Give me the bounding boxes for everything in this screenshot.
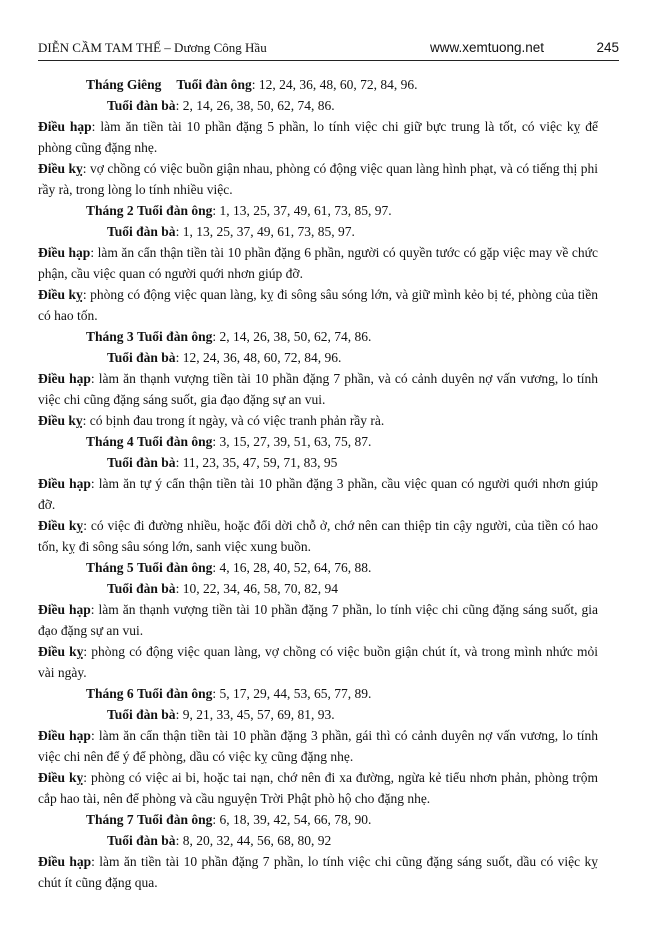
page-body (38, 74, 598, 893)
good-paragraph (38, 368, 598, 410)
month-women-line (38, 95, 598, 116)
men-years: : 6, 18, 39, 42, 54, 66, 78, 90. (212, 812, 372, 827)
women-label: Tuổi đàn bà (107, 98, 176, 113)
bad-text: : phòng có động việc quan làng, vợ chồng có việc buồn giận chút ít, và trong mình nhức mỏi vài ngày. (38, 644, 598, 680)
bad-label: Điều kỵ (38, 161, 83, 176)
men-label: Tuổi đàn ông (137, 812, 213, 827)
month-label: Tháng 4 (86, 434, 134, 449)
men-label: Tuổi đàn ông (137, 434, 213, 449)
good-label: Điều hạp (38, 602, 91, 617)
men-years: : 12, 24, 36, 48, 60, 72, 84, 96. (251, 77, 418, 92)
bad-paragraph (38, 284, 598, 326)
bad-text: : có việc đi đường nhiều, hoặc đổi dời chỗ ở, chớ nên can thiệp tin cậy người, của tiền có hao tốn, kỵ đi sông sâu sóng lớn, sanh việc xung buồn. (38, 518, 598, 554)
good-text: : làm ăn tiền tài 10 phần đặng 7 phần, lo tính việc chi cũng đặng sáng suốt, dầu có việc kỵ chút ít cũng đặng qua. (38, 854, 598, 890)
month-men-line (38, 557, 598, 578)
good-paragraph (38, 242, 598, 284)
women-label: Tuổi đàn bà (107, 350, 176, 365)
women-label: Tuổi đàn bà (107, 224, 176, 239)
month-label: Tháng Giêng (86, 77, 162, 92)
men-years: : 1, 13, 25, 37, 49, 61, 73, 85, 97. (212, 203, 392, 218)
bad-paragraph (38, 767, 598, 809)
month-men-line (38, 683, 598, 704)
bad-text: : vợ chồng có việc buồn giận nhau, phòng có động việc quan làng hình phạt, và có tiếng thị phi rầy rà, trong lòng lo tính nhiều việc. (38, 161, 598, 197)
good-text: : làm ăn thạnh vượng tiền tài 10 phần đặng 7 phần, lo tính việc chi cũng đặng sáng suốt, gia đạo đặng sự an vui. (38, 602, 598, 638)
men-years: : 5, 17, 29, 44, 53, 65, 77, 89. (212, 686, 372, 701)
bad-label: Điều kỵ (38, 413, 83, 428)
women-years: : 11, 23, 35, 47, 59, 71, 83, 95 (175, 455, 338, 470)
bad-text: : có bịnh đau trong ít ngày, và có việc tranh phản rầy rà. (82, 413, 385, 428)
month-label: Tháng 7 (86, 812, 134, 827)
header-title: DIỄN CẦM TAM THẾ – Dương Công Hầu (38, 40, 267, 55)
month-women-line (38, 452, 598, 473)
month-women-line (38, 221, 598, 242)
bad-paragraph (38, 410, 598, 431)
men-label: Tuổi đàn ông (137, 329, 213, 344)
bad-label: Điều kỵ (38, 644, 84, 659)
men-years: : 3, 15, 27, 39, 51, 63, 75, 87. (212, 434, 372, 449)
good-paragraph (38, 725, 598, 767)
good-label: Điều hạp (38, 371, 91, 386)
women-years: : 9, 21, 33, 45, 57, 69, 81, 93. (175, 707, 335, 722)
good-text: : làm ăn cẩn thận tiền tài 10 phần đặng 6 phần, người có quyền tước có gặp việc may về chức phận, cầu việc quan có người quới nhơn giúp đỡ. (38, 245, 598, 281)
women-years: : 10, 22, 34, 46, 58, 70, 82, 94 (175, 581, 338, 596)
bad-label: Điều kỵ (38, 770, 84, 785)
men-label: Tuổi đàn ông (137, 203, 213, 218)
good-paragraph (38, 851, 598, 893)
bad-text: : phòng có việc ai bi, hoặc tai nạn, chớ nên đi xa đường, ngừa kẻ tiểu nhơn phản, phòng trộm cắp hao tài, nên để phòng và cầu nguyện Trời Phật phò hộ cho đặng nhẹ. (38, 770, 598, 806)
month-women-line (38, 578, 598, 599)
good-paragraph (38, 116, 598, 158)
bad-text: : phòng có động việc quan làng, kỵ đi sông sâu sóng lớn, và giữ mình kẻo bị té, phòng của tiền có hao tốn. (38, 287, 598, 323)
men-label: Tuổi đàn ông (137, 686, 213, 701)
month-men-line (38, 74, 598, 95)
bad-paragraph (38, 158, 598, 200)
women-label: Tuổi đàn bà (107, 707, 176, 722)
month-men-line (38, 200, 598, 221)
good-text: : làm ăn cẩn thận tiền tài 10 phần đặng 3 phần, gái thì có cảnh duyên nợ vấn vương, lo tính việc chi nên để ý để phòng, dầu có việc kỵ cũng đặng nhẹ. (38, 728, 598, 764)
month-men-line (38, 809, 598, 830)
men-years: : 2, 14, 26, 38, 50, 62, 74, 86. (212, 329, 372, 344)
good-label: Điều hạp (38, 119, 92, 134)
header-site[interactable]: www.xemtuong.net (430, 40, 545, 55)
women-years: : 1, 13, 25, 37, 49, 61, 73, 85, 97. (175, 224, 355, 239)
month-label: Tháng 3 (86, 329, 134, 344)
month-women-line (38, 704, 598, 725)
women-label: Tuổi đàn bà (107, 581, 176, 596)
good-text: : làm ăn tự ý cẩn thận tiền tài 10 phần đặng 3 phần, cầu việc quan có người quới nhơn giúp đỡ. (38, 476, 598, 512)
good-text: : làm ăn tiền tài 10 phần đặng 5 phần, lo tính việc chi giữ bực trung là tốt, có việc kỵ để phòng cũng đặng nhẹ. (38, 119, 598, 155)
men-years: : 4, 16, 28, 40, 52, 64, 76, 88. (212, 560, 372, 575)
good-label: Điều hạp (38, 245, 91, 260)
month-women-line (38, 830, 598, 851)
bad-paragraph (38, 641, 598, 683)
page-number: 245 (596, 40, 619, 55)
bad-label: Điều kỵ (38, 518, 84, 533)
month-men-line (38, 431, 598, 452)
bad-label: Điều kỵ (38, 287, 83, 302)
month-men-line (38, 326, 598, 347)
month-label: Tháng 6 (86, 686, 134, 701)
month-label: Tháng 5 (86, 560, 134, 575)
women-years: : 8, 20, 32, 44, 56, 68, 80, 92 (175, 833, 332, 848)
women-years: : 2, 14, 26, 38, 50, 62, 74, 86. (175, 98, 335, 113)
month-label: Tháng 2 (86, 203, 134, 218)
good-paragraph (38, 473, 598, 515)
good-paragraph (38, 599, 598, 641)
month-women-line (38, 347, 598, 368)
good-text: : làm ăn thạnh vượng tiền tài 10 phần đặng 7 phần, và có cảnh duyên nợ vấn vương, lo tính việc chi cũng đặng sáng suốt, gia đạo đặng sự an vui. (38, 371, 598, 407)
good-label: Điều hạp (38, 854, 92, 869)
women-label: Tuổi đàn bà (107, 455, 176, 470)
women-label: Tuổi đàn bà (107, 833, 176, 848)
page-header (38, 38, 619, 61)
women-years: : 12, 24, 36, 48, 60, 72, 84, 96. (175, 350, 342, 365)
men-label: Tuổi đàn ông (176, 77, 252, 92)
good-label: Điều hạp (38, 728, 91, 743)
bad-paragraph (38, 515, 598, 557)
good-label: Điều hạp (38, 476, 91, 491)
men-label: Tuổi đàn ông (137, 560, 213, 575)
